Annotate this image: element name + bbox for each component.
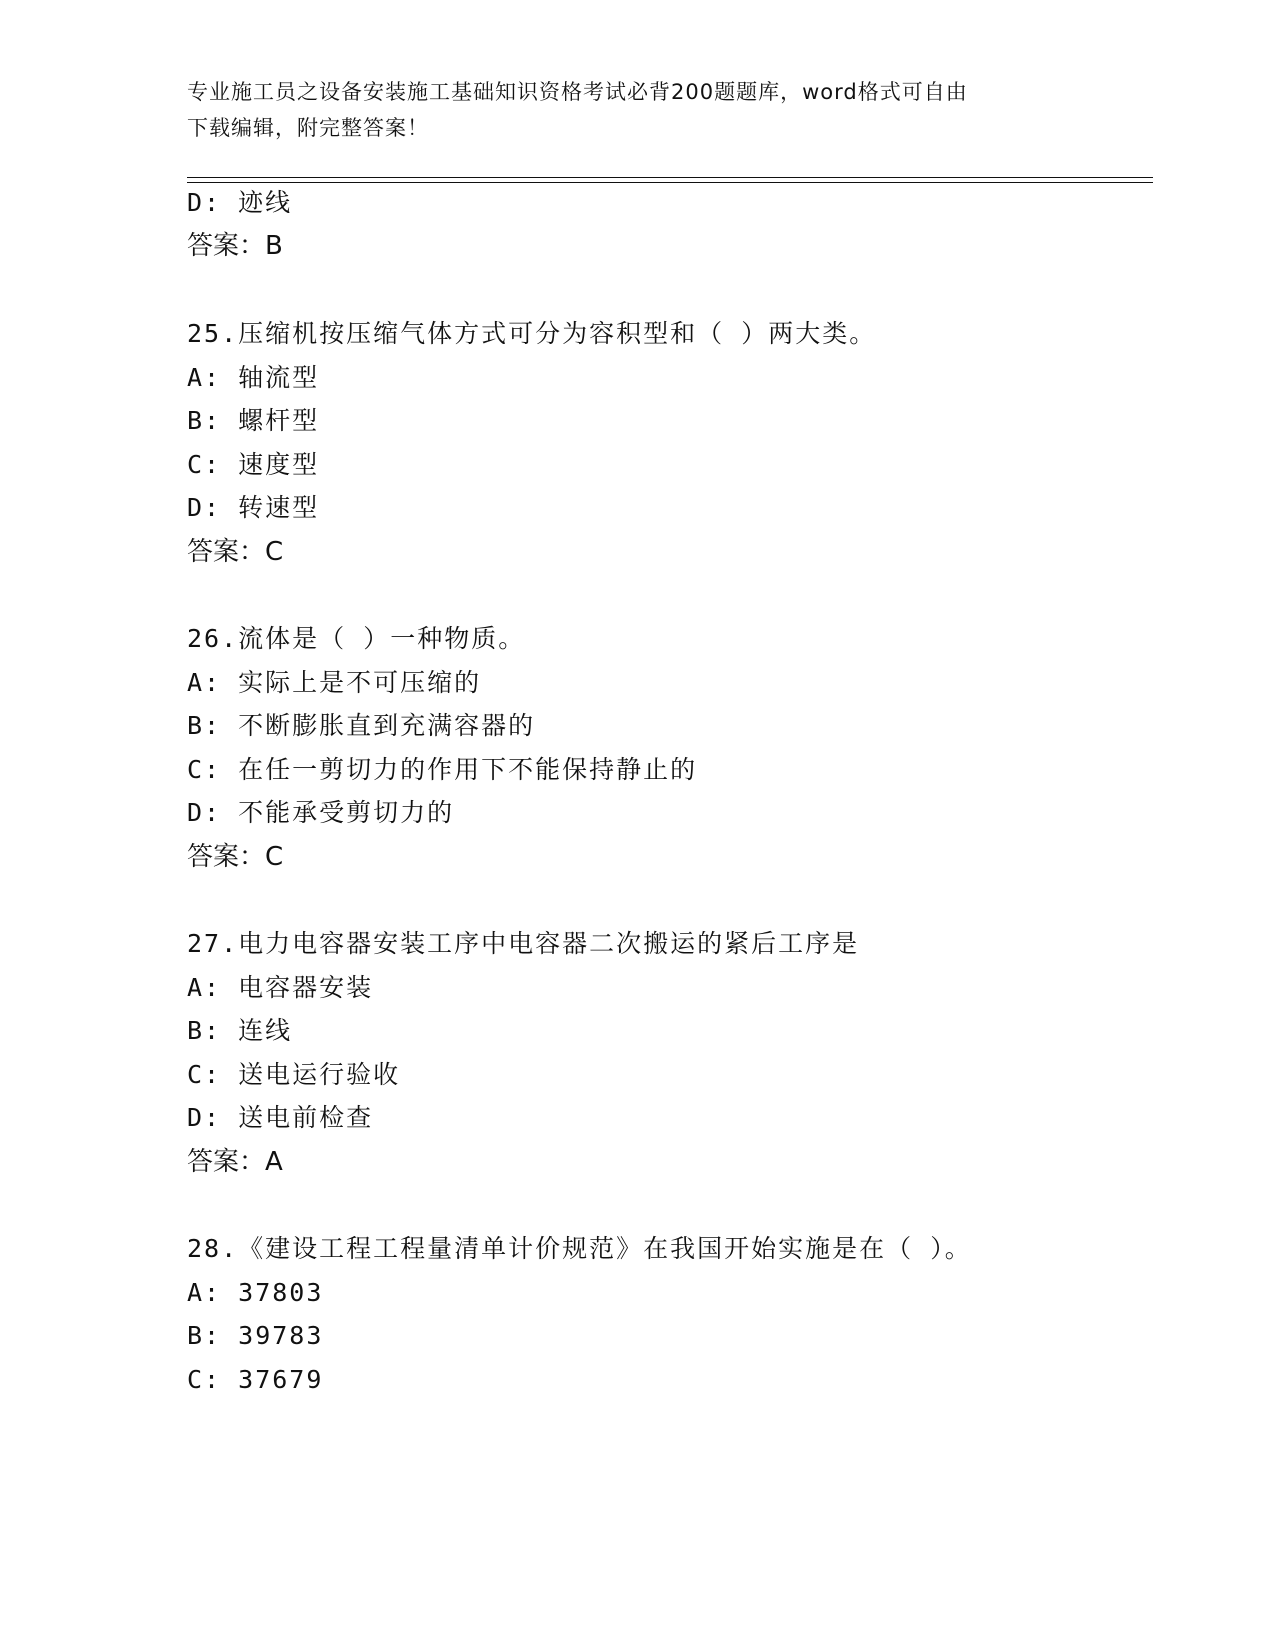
question-25-option-a: A: 轴流型 [187,363,320,392]
prev-option-d: D: 迹线 [187,188,293,217]
header-title-line-2: 下载编辑，附完整答案！ [187,116,429,140]
question-28-stem: 28.《建设工程工程量清单计价规范》在我国开始实施是在（ ）。 [187,1234,972,1263]
header-title-line-1: 专业施工员之设备安装施工基础知识资格考试必背200题题库，word格式可自由 [187,80,968,104]
question-28-option-b: B: 39783 [187,1321,324,1350]
question-26-option-b: B: 不断膨胀直到充满容器的 [187,711,536,740]
question-27-stem: 27.电力电容器安装工序中电容器二次搬运的紧后工序是 [187,929,860,958]
question-26-option-c: C: 在任一剪切力的作用下不能保持静止的 [187,755,698,784]
question-25-option-d: D: 转速型 [187,493,320,522]
question-26-option-a: A: 实际上是不可压缩的 [187,668,482,697]
question-25-option-c: C: 速度型 [187,450,320,479]
question-25-option-b: B: 螺杆型 [187,406,320,435]
prev-answer: 答案：B [187,231,283,261]
question-27-option-d: D: 送电前检查 [187,1103,374,1132]
question-26-answer: 答案：C [187,842,284,872]
question-28-option-a: A: 37803 [187,1278,324,1307]
question-27-option-a: A: 电容器安装 [187,973,374,1002]
question-25-stem: 25.压缩机按压缩气体方式可分为容积型和（ ）两大类。 [187,319,877,348]
question-26-option-d: D: 不能承受剪切力的 [187,798,455,827]
question-27-answer: 答案：A [187,1147,283,1177]
question-27-option-b: B: 连线 [187,1016,293,1045]
question-28-option-c: C: 37679 [187,1365,324,1394]
question-26-stem: 26.流体是（ ）一种物质。 [187,624,526,653]
question-25-answer: 答案：C [187,537,284,567]
document-header [187,74,1087,146]
question-27-option-c: C: 送电运行验收 [187,1060,401,1089]
header-divider-bottom [187,182,1153,183]
header-divider-top [187,177,1153,178]
